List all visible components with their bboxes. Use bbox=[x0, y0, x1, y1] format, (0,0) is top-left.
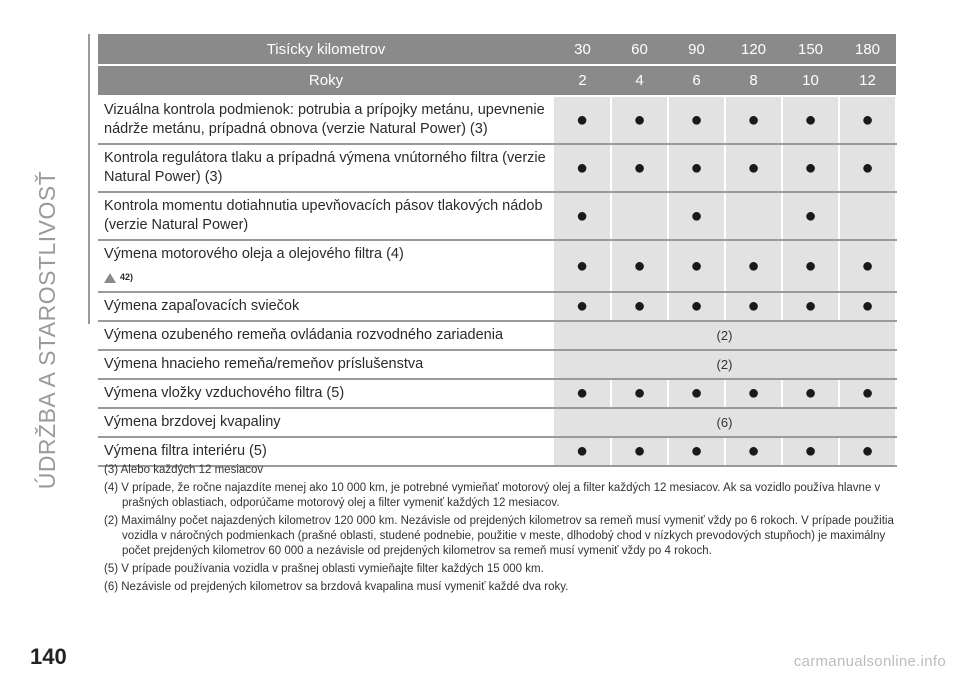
interval-note: (6) bbox=[554, 408, 896, 437]
interval-cell: ● bbox=[611, 437, 668, 466]
interval-note: (2) bbox=[554, 350, 896, 379]
table-row bbox=[98, 408, 896, 437]
interval-cell: ● bbox=[839, 96, 896, 144]
interval-cell: ● bbox=[839, 144, 896, 192]
interval-cell: ● bbox=[668, 96, 725, 144]
table-row bbox=[98, 192, 896, 240]
operation-text: Vizuálna kontrola podmienok: potrubia a prípojky metánu, upevnenie nádrže metánu, prípadná obnova (verzie Natural Power) (3) bbox=[104, 102, 545, 137]
interval-cell: ● bbox=[782, 240, 839, 292]
header-value: 60 bbox=[611, 34, 668, 65]
footnote: (6) Nezávisle od prejdených kilometrov sa brzdová kvapalina musí vymeniť každé dva roky. bbox=[104, 581, 569, 593]
interval-cell: ● bbox=[725, 144, 782, 192]
operation-text: Kontrola momentu dotiahnutia upevňovacích pásov tlakových nádob (verzie Natural Power) bbox=[104, 198, 543, 233]
interval-cell: ● bbox=[554, 437, 611, 466]
header-value: 12 bbox=[839, 65, 896, 96]
operation-text: Kontrola regulátora tlaku a prípadná výmena vnútorného filtra (verzie Natural Power) (3) bbox=[104, 150, 546, 185]
interval-cell: ● bbox=[782, 192, 839, 240]
operation-description bbox=[98, 437, 554, 466]
header-row bbox=[98, 34, 896, 65]
interval-cell: ● bbox=[554, 379, 611, 408]
watermark: carmanualsonline.info bbox=[793, 653, 946, 670]
operation-text: Výmena vložky vzduchového filtra (5) bbox=[104, 385, 345, 401]
table-row bbox=[98, 437, 896, 466]
operation-description bbox=[98, 379, 554, 408]
header-label: Roky bbox=[98, 65, 554, 96]
interval-cell: ● bbox=[668, 292, 725, 321]
operation-description bbox=[98, 321, 554, 350]
footnote: (5) V prípade používania vozidla v prašnej oblasti vymieňajte filter každých 15 000 km. bbox=[104, 563, 544, 575]
table-row bbox=[98, 240, 896, 292]
header-value: 6 bbox=[668, 65, 725, 96]
interval-cell: ● bbox=[668, 379, 725, 408]
table-row bbox=[98, 350, 896, 379]
operation-description bbox=[98, 96, 554, 144]
footnote: (3) Alebo každých 12 mesiacov bbox=[104, 464, 264, 476]
page-number: 140 bbox=[30, 644, 67, 669]
interval-cell: ● bbox=[554, 96, 611, 144]
header-value: 10 bbox=[782, 65, 839, 96]
table-row bbox=[98, 292, 896, 321]
interval-cell: ● bbox=[611, 144, 668, 192]
table-row bbox=[98, 321, 896, 350]
operation-description bbox=[98, 240, 554, 292]
operation-description bbox=[98, 350, 554, 379]
warning-reference-text: 42) bbox=[120, 272, 134, 282]
header-value: 8 bbox=[725, 65, 782, 96]
warning-reference bbox=[104, 268, 546, 287]
header-value: 90 bbox=[668, 34, 725, 65]
interval-cell: ● bbox=[725, 379, 782, 408]
operation-text: Výmena filtra interiéru (5) bbox=[104, 443, 267, 459]
operation-description bbox=[98, 408, 554, 437]
header-value: 2 bbox=[554, 65, 611, 96]
table-header bbox=[98, 34, 896, 96]
interval-cell: ● bbox=[668, 192, 725, 240]
interval-cell: ● bbox=[782, 379, 839, 408]
interval-cell: ● bbox=[782, 144, 839, 192]
maintenance-schedule-table bbox=[98, 34, 897, 467]
operation-text: Výmena brzdovej kvapaliny bbox=[104, 414, 281, 430]
interval-cell: ● bbox=[611, 240, 668, 292]
header-value: 150 bbox=[782, 34, 839, 65]
table-row bbox=[98, 96, 896, 144]
interval-cell: ● bbox=[611, 379, 668, 408]
operation-text: Výmena ozubeného remeňa ovládania rozvodného zariadenia bbox=[104, 327, 504, 343]
warning-triangle-icon bbox=[104, 273, 116, 283]
interval-cell: ● bbox=[668, 437, 725, 466]
interval-cell: ● bbox=[668, 240, 725, 292]
interval-cell bbox=[839, 192, 896, 240]
header-value: 120 bbox=[725, 34, 782, 65]
header-label: Tisícky kilometrov bbox=[98, 34, 554, 65]
interval-note: (2) bbox=[554, 321, 896, 350]
interval-cell: ● bbox=[782, 96, 839, 144]
interval-cell: ● bbox=[725, 437, 782, 466]
interval-cell: ● bbox=[725, 292, 782, 321]
interval-cell: ● bbox=[554, 292, 611, 321]
header-value: 4 bbox=[611, 65, 668, 96]
operation-description bbox=[98, 192, 554, 240]
interval-cell bbox=[725, 192, 782, 240]
interval-cell: ● bbox=[554, 240, 611, 292]
interval-cell: ● bbox=[611, 96, 668, 144]
interval-cell: ● bbox=[782, 437, 839, 466]
interval-cell: ● bbox=[839, 379, 896, 408]
footnote: (2) Maximálny počet najazdených kilometrov 120 000 km. Nezávisle od prejdených kilometrov sa remeň musí vymeniť vždy po 6 rokoch. V prípade použitia vozidla v náročných podmienkach (prašné oblasti, studené podnebie, použitie v meste, dlhodobý chod v nízkych prevodových stupňoch) je maximálny počet prejdených kilometrov 60 000 a nezávisle od prejdených kilometrov sa remeň musí vymeniť vždy po 4 rokoch. bbox=[104, 515, 894, 557]
header-value: 180 bbox=[839, 34, 896, 65]
operation-description bbox=[98, 144, 554, 192]
interval-cell: ● bbox=[839, 240, 896, 292]
interval-cell: ● bbox=[782, 292, 839, 321]
interval-cell bbox=[611, 192, 668, 240]
footnote: (4) V prípade, že ročne najazdíte menej ako 10 000 km, je potrebné vymieňať motorový olej a filter každých 12 mesiacov. Ak sa vozidlo používa hlavne v prašných oblastiach, odporúčame motorový olej a filter vymeniť každých 12 mesiacov. bbox=[104, 482, 881, 509]
table-row bbox=[98, 379, 896, 408]
operation-text: Výmena hnacieho remeňa/remeňov príslušenstva bbox=[104, 356, 424, 372]
chapter-divider bbox=[88, 34, 90, 324]
header-value: 30 bbox=[554, 34, 611, 65]
header-row bbox=[98, 65, 896, 96]
interval-cell: ● bbox=[725, 240, 782, 292]
interval-cell: ● bbox=[839, 437, 896, 466]
interval-cell: ● bbox=[554, 144, 611, 192]
interval-cell: ● bbox=[668, 144, 725, 192]
footnotes bbox=[104, 463, 904, 598]
table-body bbox=[98, 96, 896, 466]
operation-text: Výmena zapaľovacích sviečok bbox=[104, 298, 300, 314]
interval-cell: ● bbox=[611, 292, 668, 321]
operation-description bbox=[98, 292, 554, 321]
table-row bbox=[98, 144, 896, 192]
interval-cell: ● bbox=[554, 192, 611, 240]
interval-cell: ● bbox=[839, 292, 896, 321]
operation-text: Výmena motorového oleja a olejového filtra (4) bbox=[104, 246, 404, 262]
interval-cell: ● bbox=[725, 96, 782, 144]
chapter-title: ÚDRŽBA A STAROSTLIVOSŤ bbox=[34, 170, 60, 490]
